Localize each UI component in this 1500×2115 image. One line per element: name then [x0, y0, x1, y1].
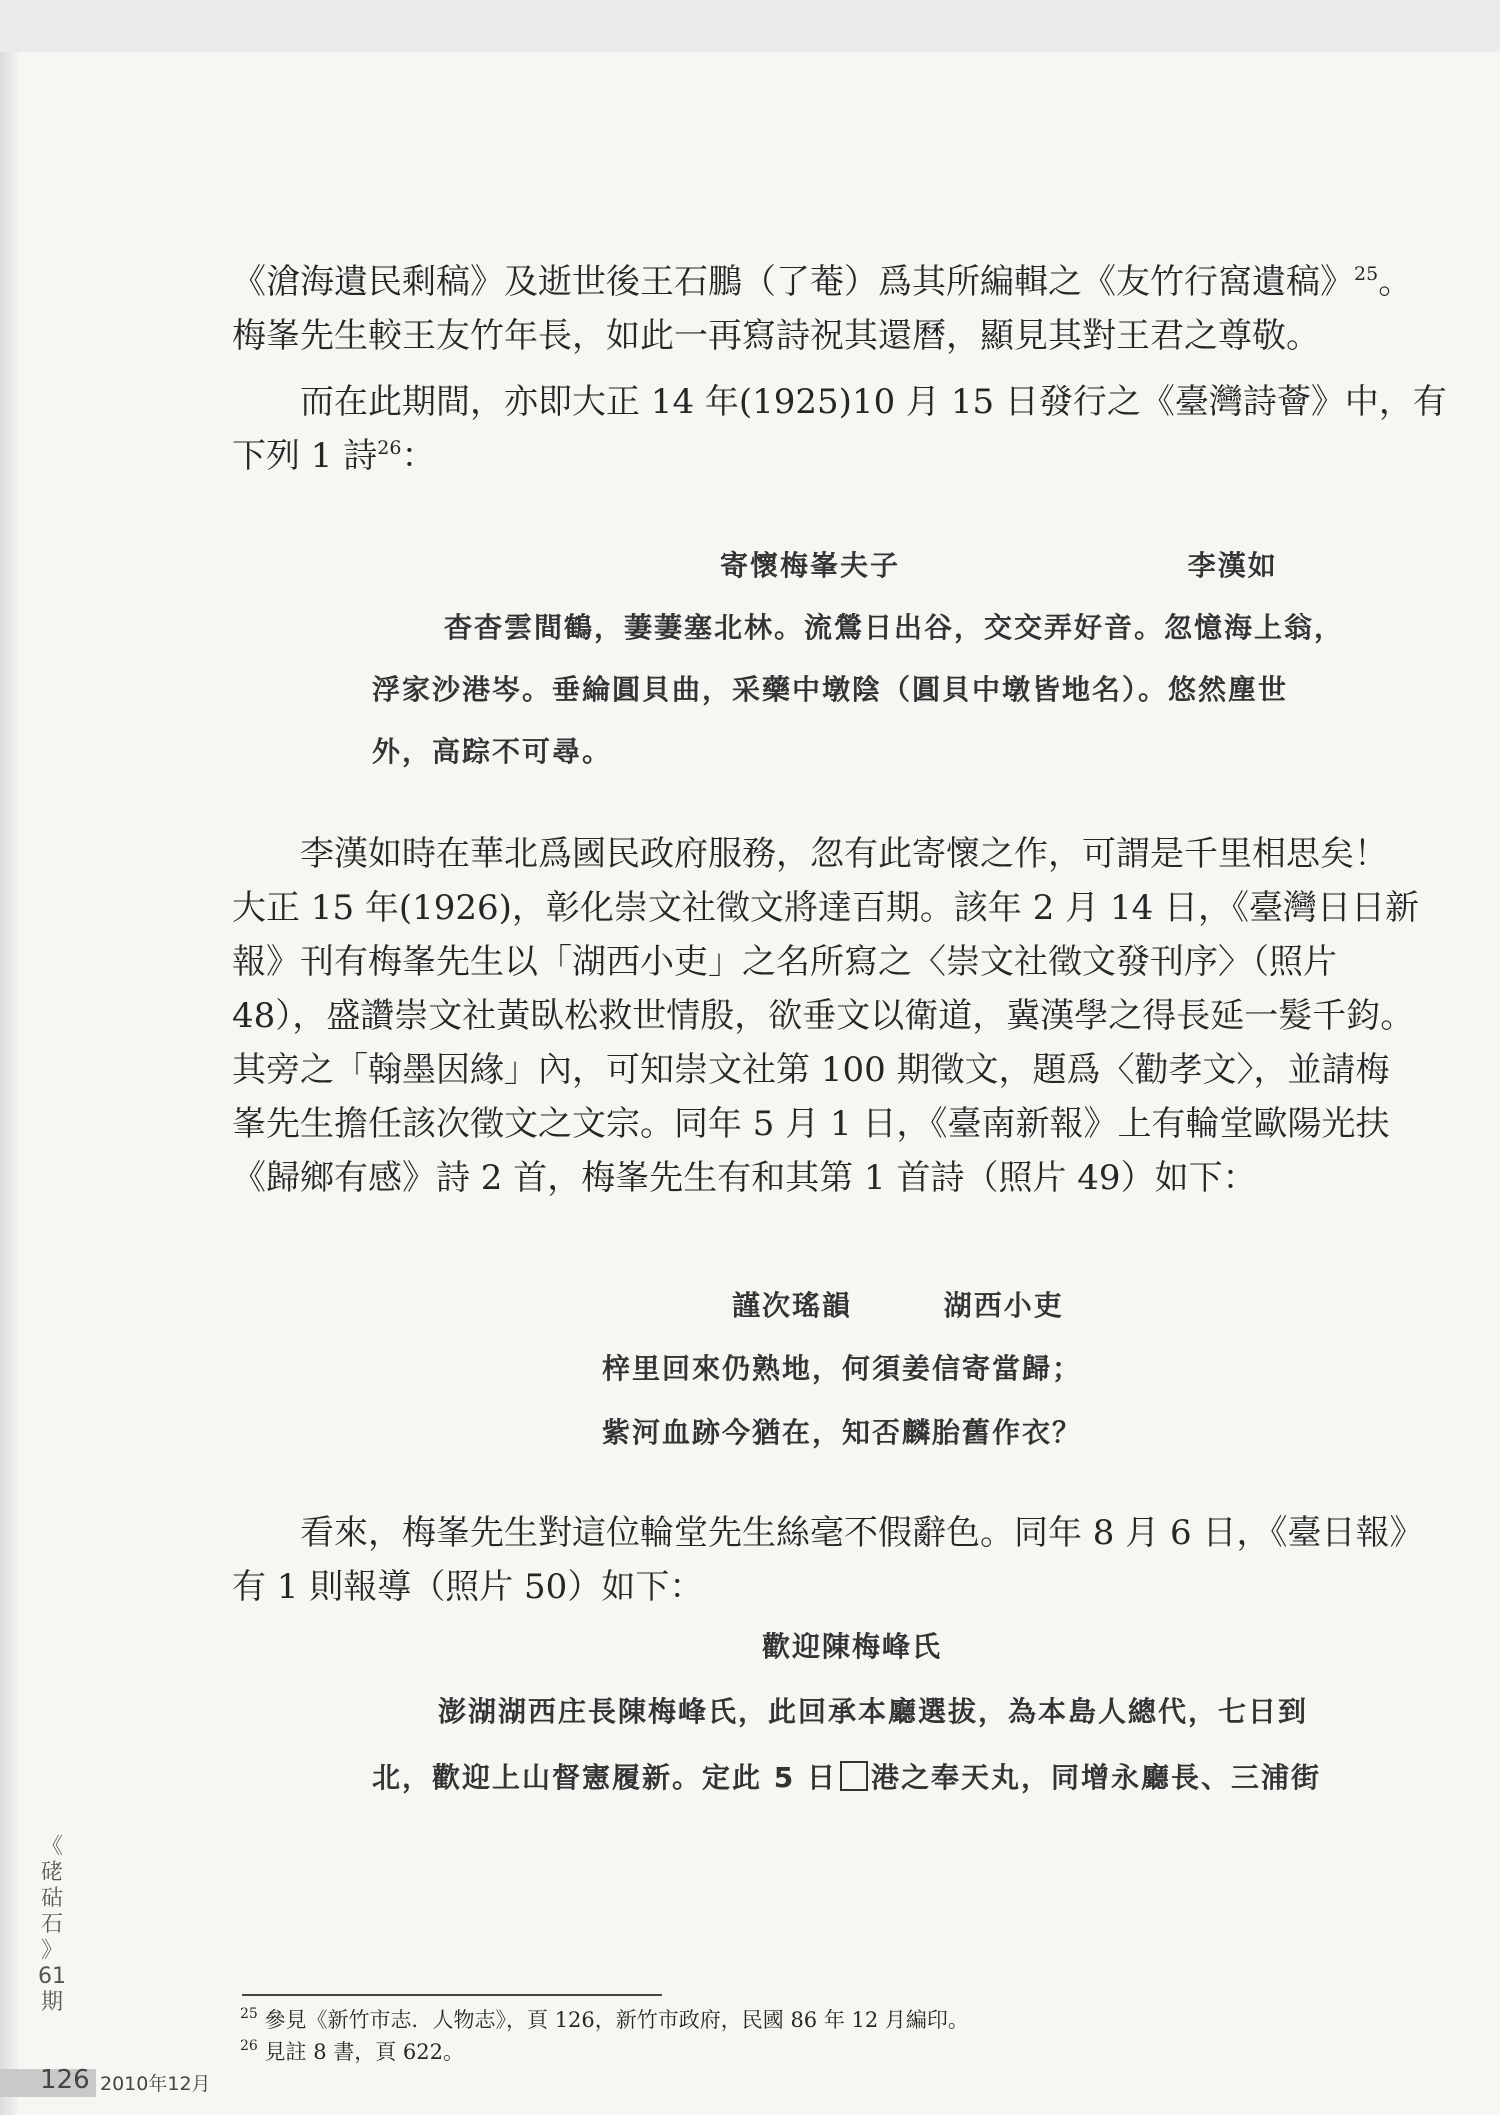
poem-line: 外，高踪不可尋。 — [372, 735, 613, 768]
news-title: 歡迎陳梅峰氏 — [762, 1630, 943, 1663]
text-line: 而在此期間，亦即大正 14 年(1925)10 月 15 日發行之《臺灣詩薈》中，有 — [300, 382, 1447, 422]
text-line: 《歸鄉有感》詩 2 首，梅峯先生有和其第 1 首詩（照片 49）如下： — [232, 1158, 1257, 1198]
text-line: 梅峯先生較王友竹年長，如此一再寫詩祝其還曆，顯見其對王君之尊敬。 — [232, 316, 1320, 356]
text-line: 有 1 則報導（照片 50）如下： — [232, 1567, 704, 1607]
text-line: 下列 1 詩$^{26}$： — [232, 436, 436, 476]
news-line: 北，歡迎上山督憲履新。定此 5 日 港之奉天丸，同增永廳長、三浦街 — [372, 1761, 1321, 1794]
poem-title: 寄懷梅峯夫子 — [720, 549, 901, 582]
poem-author: 李漢如 — [1187, 549, 1278, 582]
footnote-divider — [242, 1994, 662, 1996]
footnote-ref[interactable]: 26 — [377, 437, 402, 459]
text-line: 其旁之「翰墨因緣」內，可知崇文社第 100 期徵文，題爲〈勸孝文〉，並請梅 — [232, 1050, 1390, 1090]
journal-sidebar: 《 硓 𥑮 石 》 61 期 — [32, 1834, 72, 2016]
text-line: 大正 15 年(1926)，彰化崇文社徵文將達百期。該年 2 月 14 日，《臺灣日日新 — [232, 888, 1420, 928]
page-number: 126 — [40, 2065, 90, 2095]
poem-title: 謹次瑤韻 — [732, 1289, 853, 1322]
poem-line: 梓里回來仍熟地，何須姜信寄當歸； — [602, 1352, 1083, 1385]
paragraph-4 — [232, 1506, 1424, 1614]
footnote-26: $^{26}$ 見註 8 書，頁 622。 — [240, 2038, 464, 2064]
poem-line: 紫河血跡今猶在，知否麟胎舊作衣？ — [602, 1416, 1083, 1449]
poem-2 — [602, 1275, 1082, 1465]
poem-author: 湖西小吏 — [943, 1289, 1064, 1322]
footnote-ref[interactable]: 25 — [1354, 263, 1379, 285]
poem-1 — [372, 535, 1344, 783]
issue-number: 61 — [38, 1964, 66, 1989]
poem-line: 杳杳雲間鶴，萋萋塞北林。流鶯日出谷，交交弄好音。忽憶海上翁， — [444, 611, 1345, 644]
news-excerpt — [372, 1617, 1321, 1809]
poem-line: 浮家沙港岑。垂綸圓貝曲，采藥中墩陰（圓貝中墩皆地名）。悠然塵世 — [372, 673, 1289, 706]
paragraph-2 — [232, 375, 1447, 483]
text-line: 看來，梅峯先生對這位輪堂先生絲毫不假辭色。同年 8 月 6 日，《臺日報》 — [300, 1513, 1424, 1553]
paragraph-1 — [232, 255, 1413, 363]
news-line: 澎湖湖西庄長陳梅峰氏，此回承本廳選拔，為本島人總代，七日到 — [438, 1695, 1309, 1728]
text-line: 峯先生擔任該次徵文之文宗。同年 5 月 1 日，《臺南新報》上有輪堂歐陽光扶 — [232, 1104, 1390, 1144]
issue-date: 2010年12月 — [100, 2073, 211, 2095]
illegible-char-box — [840, 1761, 868, 1791]
paragraph-3 — [232, 827, 1420, 1205]
poem-heading — [602, 1275, 1082, 1337]
scan-top-band — [0, 0, 1500, 52]
text-line: 李漢如時在華北爲國民政府服務，忽有此寄懷之作，可謂是千里相思矣！ — [300, 834, 1388, 874]
text-line: 報》刊有梅峯先生以「湖西小吏」之名所寫之〈崇文社徵文發刊序〉（照片 — [232, 942, 1337, 982]
scan-spine-shadow — [0, 52, 18, 2115]
poem-heading — [372, 535, 1344, 597]
text-line: 48），盛讚崇文社黃臥松救世情殷，欲垂文以衛道，冀漢學之得長延一髮千鈞。 — [232, 996, 1415, 1036]
footnote-25: $^{25}$ 參見《新竹市志．人物志》，頁 126，新竹市政府，民國 86 年 12 月編印。 — [240, 2006, 969, 2032]
text-line: 《滄海遺民剩稿》及逝世後王石鵬（了菴）爲其所編輯之《友竹行窩遺稿》$^{25}$。 — [232, 262, 1413, 302]
